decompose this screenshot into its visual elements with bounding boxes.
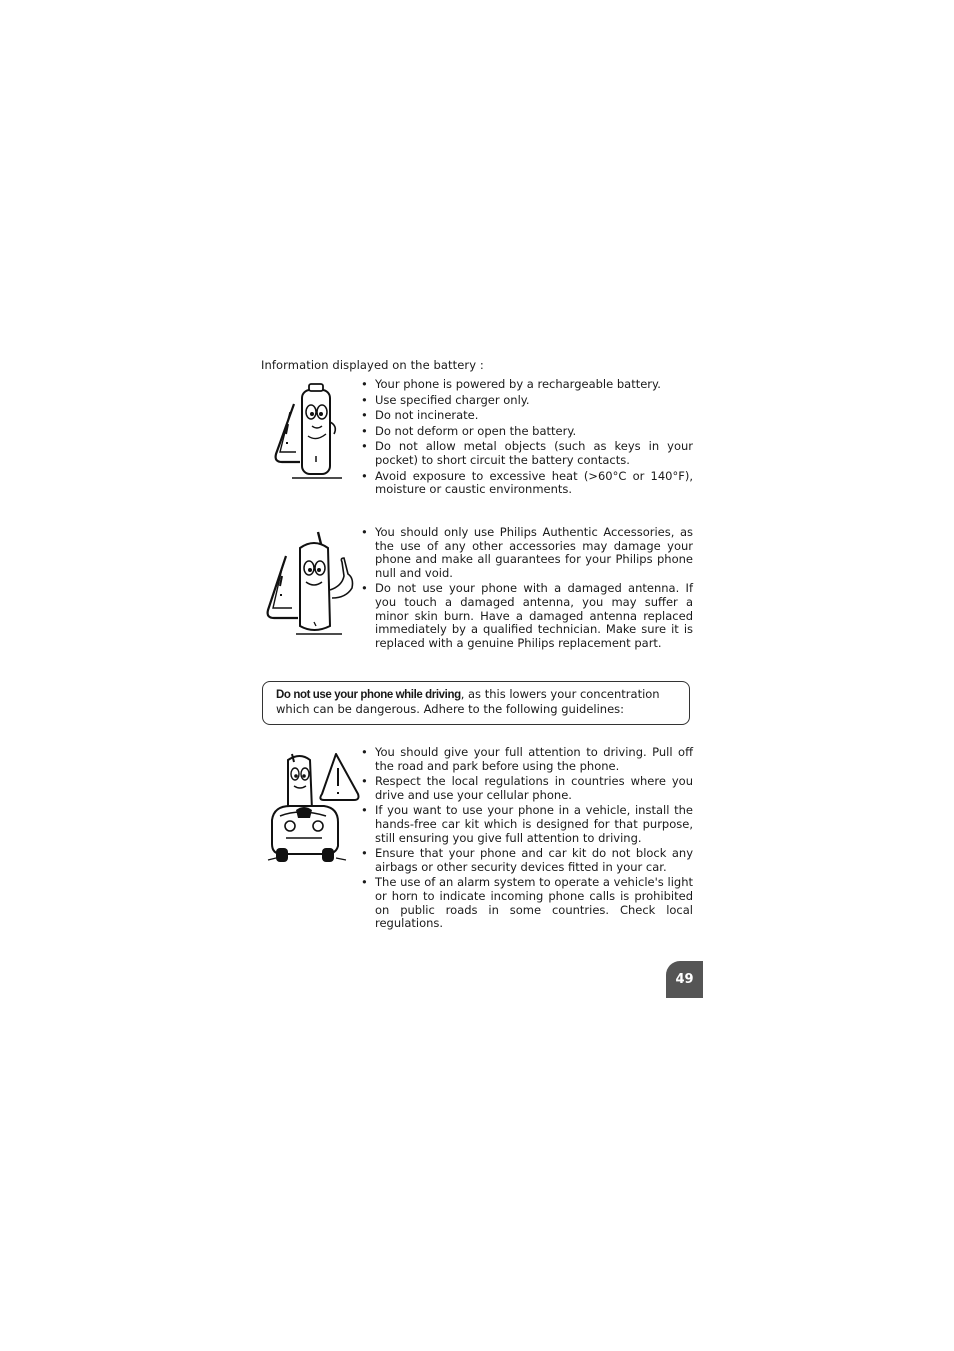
list-item: • Ensure that your phone and car kit do not block any airbags or other security devices fitted in your car. xyxy=(361,847,693,874)
callout-bold-text: Do not use your phone while driving xyxy=(276,689,461,701)
list-item: • Respect the local regulations in countries where you drive and use your cellular phone. xyxy=(361,775,693,802)
list-item: • Do not deform or open the battery. xyxy=(361,425,693,439)
battery-section xyxy=(258,377,698,497)
battery-character-warning-icon xyxy=(268,382,358,486)
driving-warning-callout xyxy=(262,681,690,725)
list-item: • Do not incinerate. xyxy=(361,409,693,423)
list-item: • Do not use your phone with a damaged antenna. If you touch a damaged antenna, you may suffer a minor skin burn. Have a damaged antenna replaced immediately by a qualified technician. Make sure it is replaced with a genuine Philips replacement part. xyxy=(361,582,693,650)
list-item: • You should only use Philips Authentic Accessories, as the use of any other accessories may damage your phone and make all guarantees for your Philips phone null and void. xyxy=(361,526,693,580)
list-item: • If you want to use your phone in a vehicle, install the hands-free car kit which is designed for that purpose, still ensuring you give full attention to driving. xyxy=(361,804,693,845)
phone-driving-car-warning-icon xyxy=(266,750,362,868)
list-item: • Your phone is powered by a rechargeable battery. xyxy=(361,378,693,392)
driving-bullet-list xyxy=(361,746,693,933)
list-item: • Use specified charger only. xyxy=(361,394,693,408)
list-item: • Do not allow metal objects (such as keys in your pocket) to short circuit the battery contacts. xyxy=(361,440,693,467)
list-item: • Avoid exposure to excessive heat (>60°C or 140°F), moisture or caustic environments. xyxy=(361,470,693,497)
accessories-section xyxy=(258,526,698,656)
list-item: • You should give your full attention to driving. Pull off the road and park before using the phone. xyxy=(361,746,693,773)
accessories-bullet-list xyxy=(361,526,693,652)
phone-character-warning-icon xyxy=(262,530,358,640)
list-item: • The use of an alarm system to operate a vehicle's light or horn to indicate incoming phone calls is prohibited on public roads in some countries. Check local regulations. xyxy=(361,876,693,930)
page-number-badge: 49 xyxy=(666,961,703,998)
callout-text: , as this lowers your concentration which can be dangerous. Adhere to the following guidelines: xyxy=(276,687,660,716)
battery-bullet-list xyxy=(361,378,693,499)
battery-info-heading: Information displayed on the battery : xyxy=(261,358,484,372)
driving-section xyxy=(258,745,698,931)
